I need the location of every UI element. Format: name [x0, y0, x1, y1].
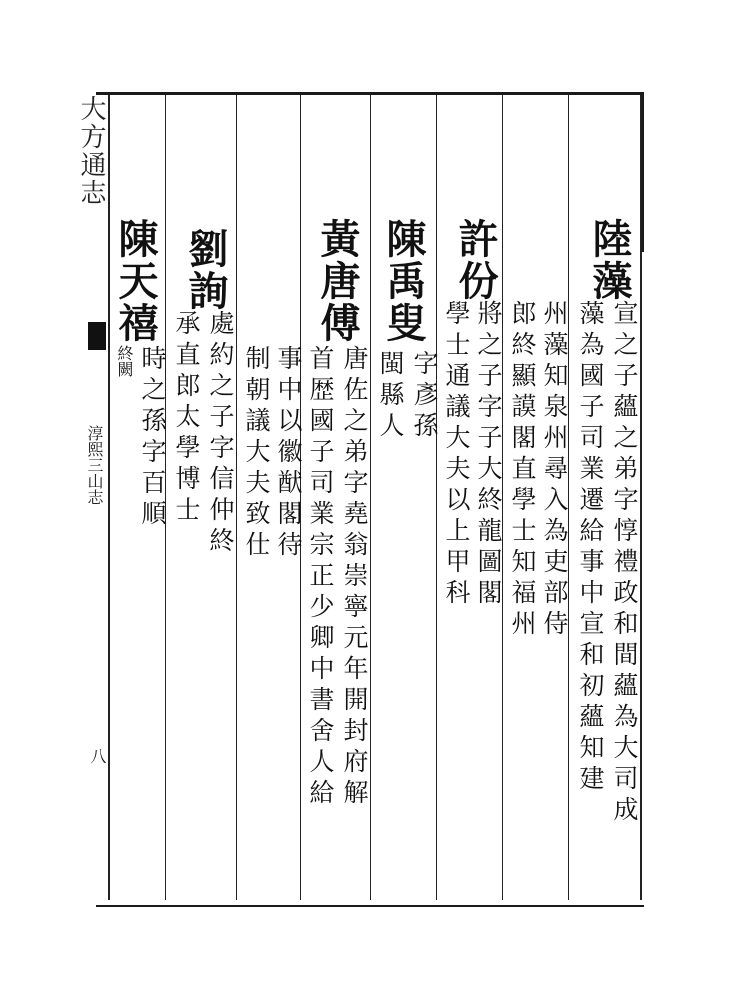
entry-name: 黃唐傅	[314, 218, 361, 344]
entry-text-line: 閩縣人	[376, 350, 405, 443]
page-number: 八	[88, 748, 107, 764]
entry-text-line: 將之子字子大終龍圖閣	[474, 300, 503, 610]
column-rule	[236, 95, 237, 900]
entry-text-line: 承直郎太學博士	[172, 310, 201, 527]
entry-name: 陸藻	[586, 218, 633, 302]
entry-text-line: 制朝議大夫致仕	[242, 345, 271, 562]
column-rule	[640, 95, 642, 900]
entry-text-line: 州藻知泉州尋入為吏部侍	[540, 300, 569, 641]
entry-text-line: 宣之子蘊之弟字惇禮政和間蘊為大司成	[610, 300, 639, 827]
entry-text-line: 處約之子字信仲終	[206, 310, 235, 558]
entry-text-line: 郎終顯謨閣直學士知福州	[508, 300, 537, 641]
entry-text-line: 藻為國子司業遷給事中宣和初蘊知建	[576, 300, 605, 796]
entry-name: 陳天禧	[112, 218, 159, 344]
column-rule	[108, 95, 110, 900]
entry-text-line: 事中以徽猷閣待	[274, 345, 303, 562]
entry-name: 劉詢	[182, 228, 229, 312]
entry-text-line: 字彥孫	[410, 350, 439, 443]
entry-note: 終闕	[115, 345, 134, 377]
column-rule	[370, 95, 371, 900]
running-head: 大方通志	[76, 95, 106, 207]
entry-name: 許份	[452, 218, 499, 302]
entry-name: 陳禹叟	[380, 218, 427, 344]
entry-text-line: 時之孫字百順	[138, 345, 167, 531]
column-rule	[436, 95, 437, 900]
entry-text-line: 學士通議大夫以上甲科	[442, 300, 471, 610]
entry-text-line: 首歴國子司業宗正少卿中書舍人給	[306, 345, 335, 810]
book-title: 淳熙三山志	[85, 425, 104, 505]
entry-text-line: 唐佐之弟字堯翁崇寧元年開封府解	[340, 345, 369, 810]
fishtail-mark	[88, 322, 106, 350]
